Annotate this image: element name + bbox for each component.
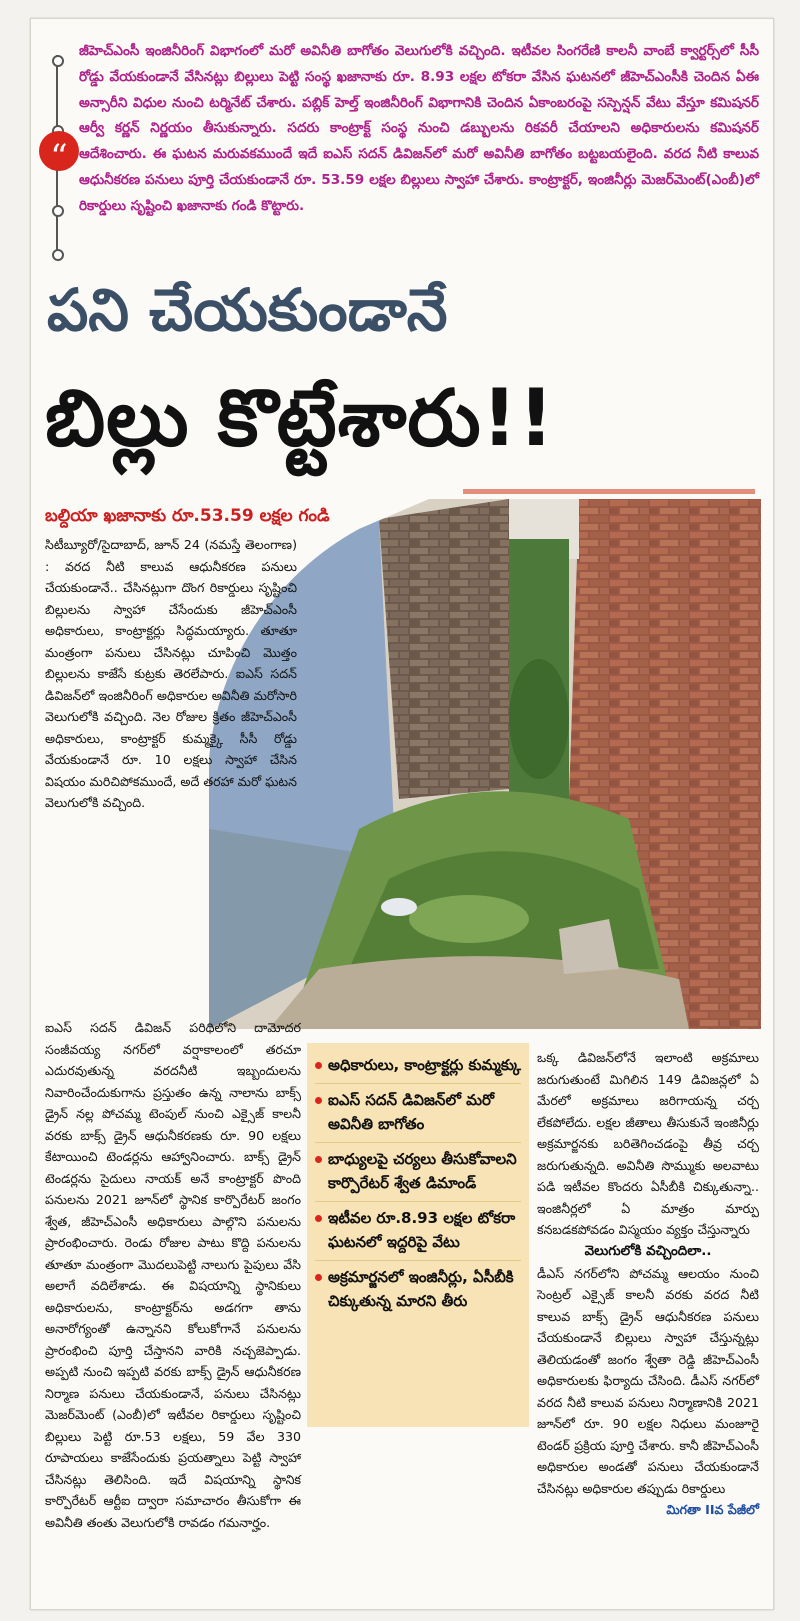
rail-dot-bottom [52,249,64,261]
headline-rule [463,489,755,494]
highlight-item [315,1084,521,1143]
bullet-icon [315,1215,322,1222]
quote-icon: “ [39,131,79,171]
highlight-text: అధికారులు, కాంట్రాక్టర్లు కుమ్మక్కు [328,1056,521,1074]
highlight-text: ఐఎస్‌ సదన్‌ డివిజన్‌లో మరో అవినీతి బాగోతం [328,1091,495,1133]
rail-dot-top [52,55,64,67]
rail-dot [52,205,64,217]
headline-line-2: బిల్లు కొట్టేశారు!! [45,374,555,464]
article-body-column-3 [537,1047,759,1521]
newspaper-page [30,18,774,1610]
highlight-item [315,1143,521,1202]
headline-line-1: పని చేయకుండానే [47,276,448,344]
highlight-text: బాధ్యులపై చర్యలు తీసుకోవాలని కార్పొరేటర్‌ శ్వేత డిమాండ్‌ [328,1150,517,1192]
bullet-icon [315,1156,322,1163]
bullet-icon [315,1097,322,1104]
bullet-icon [315,1062,322,1069]
highlight-item [315,1261,521,1319]
article-body-column-1: సిటీబ్యూరో/సైదాబాద్‌, జూన్‌ 24 (నమస్తే తెలంగాణ) : వరద నీటి కాలువ ఆధునీకరణ పనులు చేయకుండానే.. చేసినట్లుగా దొంగ రికార్డులు సృష్టించి బిల్లులను స్వాహా చేసేందుకు జీహెచ్‌ఎంసీ అధికారులు, కాంట్రాక్టర్లు సిద్ధమయ్యారు. తూతూ మంత్రంగా పనులు చేసినట్లు చూపించి మొత్తం బిల్లులను కాజేసే కుట్రకు తెరలేపారు. ఐఎస్‌ సదన్‌ డివిజన్‌లో ఇంజినీరింగ్‌ అధికారుల అవినీతి మరోసారి వెలుగులోకి వచ్చింది. నెల రోజుల క్రితం జీహెచ్‌ఎంసీ అధికారులు, కాంట్రాక్టర్‌ కుమ్మక్కై సీసీ రోడ్డు వేయకుండానే రూ. 10 లక్షలు స్వాహా చేసిన విషయం మరిచిపోకముందే, అదే తరహా మరో ఘటన వెలుగులోకి వచ్చింది. [45,537,297,810]
highlight-item [315,1049,521,1084]
section-title: వెలుగులోకి వచ్చిందిలా.. [584,1243,712,1259]
highlight-item [315,1202,521,1261]
subheadline: బల్దియా ఖజానాకు రూ.53.59 లక్షల గండి [45,506,330,526]
bullet-icon [315,1274,322,1281]
column-3-text-continued: డీఎస్‌ నగర్‌లోని పోచమ్మ ఆలయం నుంచి సెంట్రల్‌ ఎక్సైజ్‌ కాలనీ వరకు వరద నీటి కాలువ బాక్స్‌ డ్రైన్‌ ఆధునీకరణ పనులు చేయకుండానే బిల్లులు స్వాహా చేస్తున్నట్లు తెలియడంతో జంగం శ్వేతా రెడ్డి జీహెచ్‌ఎంసీ అధికారులకు ఫిర్యాదు చేసింది. డీఎస్‌ నగర్‌లో వరద నీటి కాలువ పనులు నిర్మాణానికి 2021 జూన్‌లో రూ. 90 లక్షల నిధులు మంజూరై టెండర్‌ ప్రక్రియ పూర్తి చేశారు. కానీ జీహెచ్‌ఎంసీ అధికారుల అండతో పనులు చేయకుండానే చేసినట్లు అధికారుల తప్పుడు రికార్డులు [537,1265,759,1496]
intro-paragraph: జీహెచ్‌ఎంసీ ఇంజినీరింగ్‌ విభాగంలో మరో అవినీతి బాగోతం వెలుగులోకి వచ్చింది. ఇటీవల సింగరేణి కాలనీ వాంబే క్వార్టర్స్‌లో సీసీ రోడ్డు వేయకుండానే వేసినట్లు బిల్లులు పెట్టి సంస్థ ఖజానాకు రూ. 8.93 లక్షల టోకరా వేసిన ఘటనలో జీహెచ్‌ఎంసీకి చెందిన ఏఈ అన్సారీని విధుల నుంచి టర్మినేట్‌ చేశారు. పబ్లిక్‌ హెల్త్‌ ఇంజినీరింగ్‌ విభాగానికి చెందిన ఏకాంబరంపై సస్పెన్షన్‌ వేటు వేస్తూ కమిషనర్‌ ఆర్వీ కర్ణన్‌ నిర్ణయం తీసుకున్నారు. సదరు కాంట్రాక్ట్‌ సంస్థ నుంచి డబ్బులను రికవరీ చేయాలని అధికారులను కమిషనర్‌ ఆదేశించారు. ఈ ఘటన మరువకముందే ఇదే ఐఎస్‌ సదన్‌ డివిజన్‌లో మరో అవినీతి బాగోతం బట్టబయలైంది. వరద నీటి కాలువ ఆధునీకరణ పనులు పూర్తి చేయకుండానే రూ. 53.59 లక్షల బిల్లులు స్వాహా చేశారు. కాంట్రాక్టర్‌, ఇంజినీర్లు మెజర్‌మెంట్‌(ఎంబీ)లో రికార్డులు సృష్టించి ఖజానాకు గండి కొట్టారు. [79,43,759,214]
continued-on-page-link[interactable]: మిగతా IIవ పేజీలో [666,1502,759,1517]
column-3-text: ఒక్క డివిజన్‌లోనే ఇలాంటి అక్రమాలు జరుగుతుంటే మిగిలిన 149 డివిజన్లలో ఏ మేరలో అక్రమాలు జరిగాయన్న చర్చ లేకపోలేదు. లక్షల జీతాలు తీసుకునే ఇంజినీర్లు అక్రమార్జనకు బరితెగించడంపై తీవ్ర చర్చ జరుగుతున్నది. అవినీతి సొమ్ముకు అలవాటు పడి ఇటీవల కొందరు ఏసీబీకి చిక్కుతున్నా.. ఇంజినీర్లలో ఏ మాత్రం మార్పు కనబడకపోవడం విస్మయం వ్యక్తం చేస్తున్నారు [537,1050,759,1237]
highlight-text: అక్రమార్జనలో ఇంజినీర్లు, ఏసీబీకి చిక్కుతున్న మారని తీరు [328,1268,514,1310]
article-body-column-2: ఐఎస్‌ సదన్‌ డివిజన్‌ పరిధిలోని దామోదర సంజీవయ్య నగర్‌లో వర్షాకాలంలో తరచూ ఎదురవుతున్న వరదనీటి ఇబ్బందులను నివారించేందుకుగాను ప్రస్తుతం ఉన్న నాలాను బాక్స్‌ డ్రైన్‌ నల్ల పోచమ్మ టెంపుల్‌ నుంచి ఎక్సైజ్‌ కాలనీ వరకు బాక్స్‌ డ్రైన్‌ ఆధునీకరణకు రూ. 90 లక్షలు కేటాయించి టెండర్లను ఆహ్వానించారు. బాక్స్‌ డ్రైన్‌ టెండర్లను సైదులు నాయక్‌ అనే కాంట్రాక్టర్‌ పొంది పనులను 2021 జూన్‌లో స్థానిక కార్పొరేటర్‌ జంగం శ్వేత, జీహెచ్‌ఎంసీ అధికారులు పాల్గొని పనులను ప్రారంభించారు. రెండు రోజుల పాటు కొద్ది పనులను తూతూ మంత్రంగా మొదలుపెట్టి నాలుగు పైపులు వేసి అలాగే వదిలేశాడు. ఈ విషయాన్ని స్థానికులు అధికారులను, కాంట్రాక్టర్‌ను అడగగా తాను అనారోగ్యంతో ఉన్నానని కోలుకోగానే పనులను ప్రారంభించి పూర్తి చేస్తానని వారికి నచ్చజెప్పాడు. అప్పటి నుంచి ఇప్పటి వరకు బాక్స్‌ డ్రైన్‌ ఆధునీకరణ నిర్మాణ పనులు చేయకుండానే, పనులు చేసినట్లు మెజర్‌మెంట్‌ (ఎంబీ)లో ఇటీవల రికార్డులు సృష్టించి బిల్లులు పెట్టి రూ.53 లక్షలు, 59 వేల 330 రూపాయలు కాజేసేందుకు ప్రయత్నాలు పెట్టి స్వాహా చేసినట్లు తెలిసింది. ఇదే విషయాన్ని స్థానిక కార్పొరేటర్‌ ఆర్టీఐ ద్వారా సమాచారం తీసుకోగా ఈ అవినీతి తంతు వెలుగులోకి రావడం గమనార్హం. [45,1020,301,1530]
highlight-text: ఇటీవల రూ.8.93 లక్షల టోకరా ఘటనలో ఇద్దరిపై వేటు [328,1209,516,1251]
highlights-box [307,1043,529,1427]
